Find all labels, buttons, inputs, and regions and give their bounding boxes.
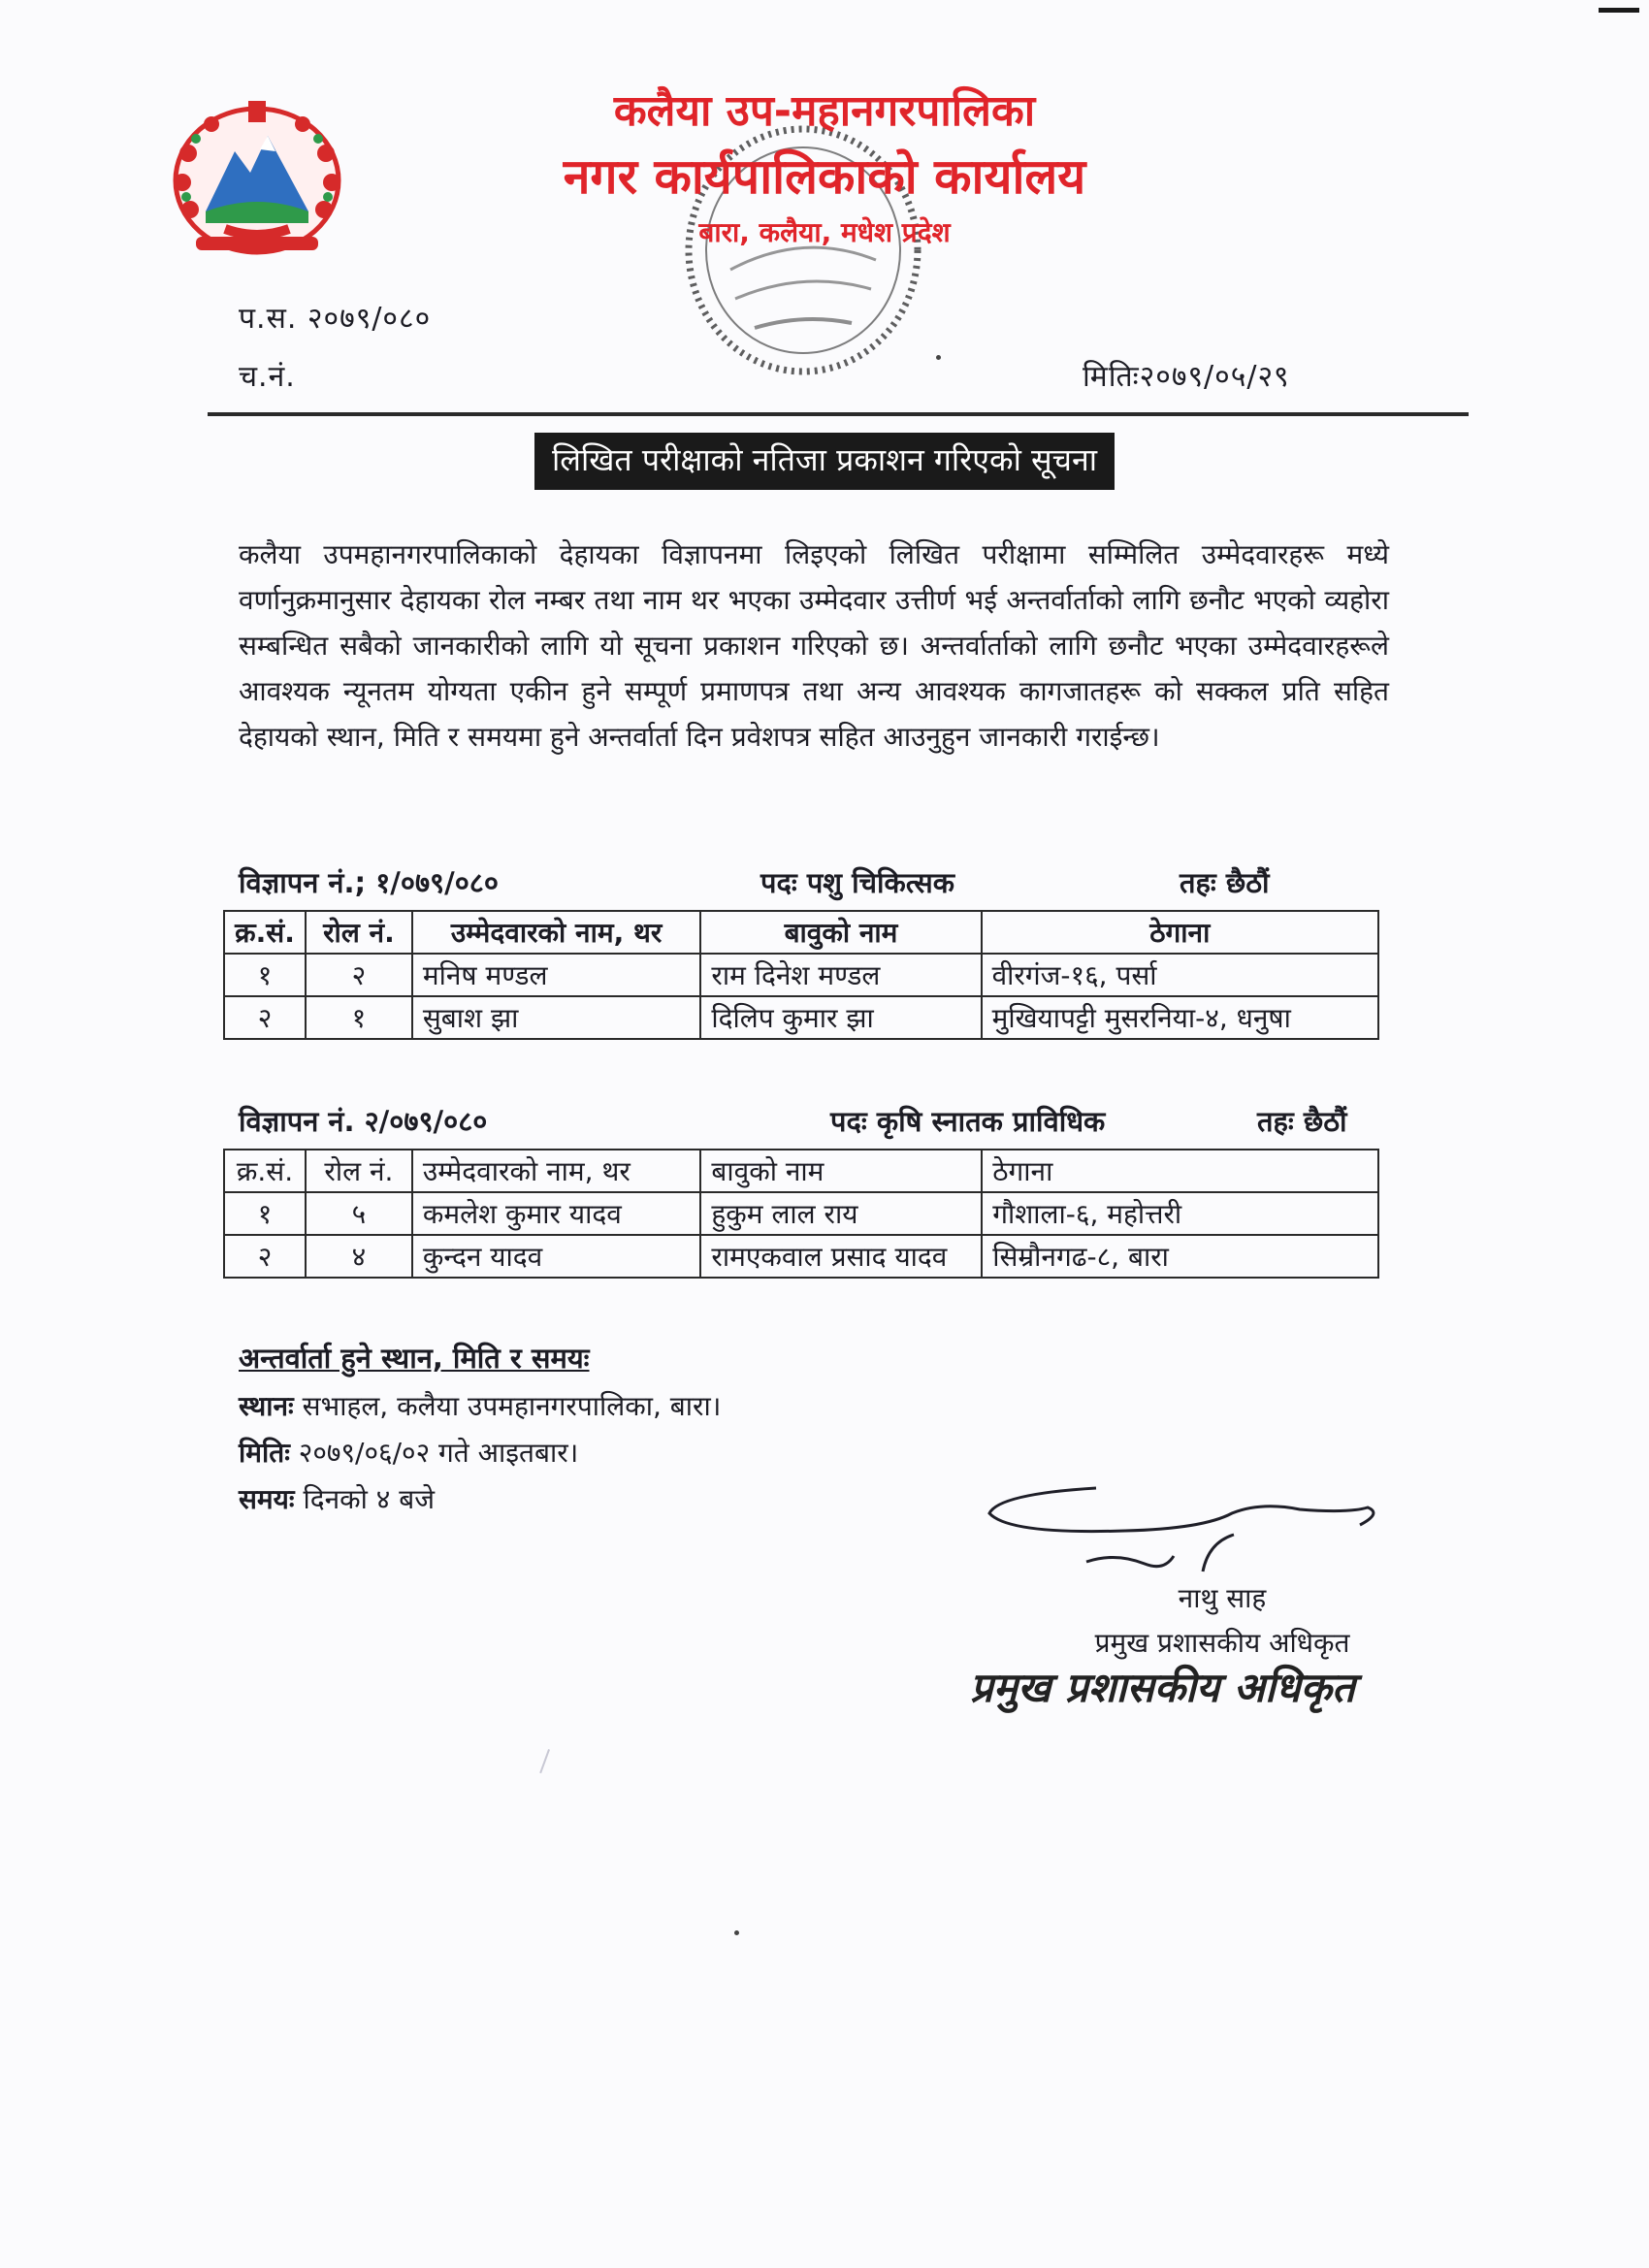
col-address: ठेगाना bbox=[982, 911, 1378, 954]
cell-candidate-name: मनिष मण्डल bbox=[412, 954, 701, 996]
cell-candidate-name: कमलेश कुमार यादव bbox=[412, 1192, 701, 1235]
cell-candidate-name: कुन्दन यादव bbox=[412, 1235, 701, 1278]
interview-time bbox=[239, 1480, 435, 1517]
adv2-number: विज्ञापन नं. २/०७९/०८० bbox=[239, 1105, 488, 1138]
notice-title bbox=[0, 433, 1649, 490]
cell-address: गौशाला-६, महोत्तरी bbox=[982, 1192, 1378, 1235]
interview-heading: अन्तर्वार्ता हुने स्थान, मिति र समयः bbox=[239, 1342, 590, 1375]
org-name-line1: कलैया उप-महानगरपालिका bbox=[613, 86, 1036, 136]
cell-roll: ४ bbox=[306, 1235, 412, 1278]
cell-father-name: राम दिनेश मण्डल bbox=[700, 954, 981, 996]
org-address: बारा, कलैया, मधेश प्रदेश bbox=[698, 216, 951, 248]
cell-father-name: रामएकवाल प्रसाद यादव bbox=[700, 1235, 982, 1278]
cell-father-name: दिलिप कुमार झा bbox=[700, 996, 981, 1039]
scan-speck bbox=[734, 1930, 739, 1935]
cell-address: सिम्रौनगढ-८, बारा bbox=[982, 1235, 1378, 1278]
interview-place-label: स्थानः bbox=[239, 1390, 294, 1422]
scan-mark bbox=[539, 1749, 568, 1780]
interview-date-value: २०७९/०६/०२ गते आइतबार। bbox=[298, 1437, 579, 1469]
table-header-row bbox=[224, 1150, 1378, 1192]
handwritten-signature bbox=[980, 1474, 1387, 1591]
interview-time-label: समयः bbox=[239, 1483, 295, 1515]
adv2-results-table bbox=[223, 1149, 1379, 1279]
cell-roll: ५ bbox=[306, 1192, 412, 1235]
table-row bbox=[224, 996, 1378, 1039]
interview-date-label: मितिः bbox=[239, 1437, 290, 1469]
header-divider bbox=[208, 412, 1469, 416]
cell-address: मुखियापट्टी मुसरनिया-४, धनुषा bbox=[982, 996, 1378, 1039]
org-name-line2: नगर कार्यपालिकाको कार्यालय bbox=[563, 148, 1086, 205]
col-roll: रोल नं. bbox=[306, 911, 412, 954]
fiscal-ref: प.स. २०७९/०८० bbox=[239, 302, 432, 336]
col-father-name: बावुको नाम bbox=[700, 911, 981, 954]
designation-stamp: प्रमुख प्रशासकीय अधिकृत bbox=[970, 1664, 1355, 1711]
cell-roll: १ bbox=[306, 996, 412, 1039]
cell-serial: १ bbox=[224, 954, 306, 996]
cell-father-name: हुकुम लाल राय bbox=[700, 1192, 982, 1235]
cell-candidate-name: सुबाश झा bbox=[412, 996, 701, 1039]
interview-date bbox=[239, 1434, 578, 1471]
interview-time-value: दिनको ४ बजे bbox=[303, 1483, 436, 1515]
scan-speck bbox=[936, 355, 941, 360]
col-father-name: बावुको नाम bbox=[700, 1150, 982, 1192]
adv1-results-table bbox=[223, 910, 1379, 1040]
interview-place bbox=[239, 1387, 721, 1424]
col-candidate-name: उम्मेदवारको नाम, थर bbox=[412, 1150, 701, 1192]
cell-serial: २ bbox=[224, 996, 306, 1039]
adv2-post: पदः कृषि स्नातक प्राविधिक bbox=[830, 1105, 1106, 1138]
scan-corner-mark bbox=[1599, 8, 1639, 13]
adv2-level: तहः छैठौं bbox=[1257, 1105, 1347, 1138]
adv1-number: विज्ञापन नं.; १/०७९/०८० bbox=[239, 866, 499, 899]
adv1-level: तहः छैठौं bbox=[1180, 866, 1270, 899]
adv1-post: पदः पशु चिकित्सक bbox=[760, 866, 954, 899]
notice-body: कलैया उपमहानगरपालिकाको देहायका विज्ञापनमा लिइएको लिखित परीक्षामा सम्मिलित उम्मेदवारहरू मध्ये वर्णानुक्रमानुसार देहायका रोल नम्बर तथा नाम थर भएका उम्मेदवार उत्तीर्ण भई अन्तर्वार्ताको लागि छनौट भएको व्यहोरा सम्बन्धित सबैको जानकारीको लागि यो सूचना प्रकाशन गरिएको छ। अन्तर्वार्ताको लागि छनौट भएका उम्मेदवारहरूले आवश्यक न्यूनतम योग्यता एकीन हुने सम्पूर्ण प्रमाणपत्र तथा अन्य आवश्यक कागजातहरू को सक्कल प्रति सहित देहायको स्थान, मिति र समयमा हुने अन्तर्वार्ता दिन प्रवेशपत्र सहित आउनुहुन जानकारी गराईन्छ। bbox=[239, 538, 1389, 753]
table-row bbox=[224, 1235, 1378, 1278]
interview-place-value: सभाहल, कलैया उपमहानगरपालिका, बारा। bbox=[302, 1390, 722, 1422]
issue-date: मितिः२०७९/०५/२९ bbox=[1083, 360, 1290, 394]
col-roll: रोल नं. bbox=[306, 1150, 412, 1192]
col-serial: क्र.सं. bbox=[224, 1150, 306, 1192]
notice-title-text: लिखित परीक्षाको नतिजा प्रकाशन गरिएको सूचना bbox=[534, 433, 1115, 490]
col-serial: क्र.सं. bbox=[224, 911, 306, 954]
dispatch-number: च.नं. bbox=[239, 360, 296, 394]
col-address: ठेगाना bbox=[982, 1150, 1378, 1192]
cell-address: वीरगंज-१६, पर्सा bbox=[982, 954, 1378, 996]
signatory-name: नाथु साह bbox=[1178, 1582, 1267, 1614]
cell-serial: २ bbox=[224, 1235, 306, 1278]
table-row bbox=[224, 1192, 1378, 1235]
table-header-row bbox=[224, 911, 1378, 954]
cell-roll: २ bbox=[306, 954, 412, 996]
cell-serial: १ bbox=[224, 1192, 306, 1235]
table-row bbox=[224, 954, 1378, 996]
col-candidate-name: उम्मेदवारको नाम, थर bbox=[412, 911, 701, 954]
signatory-designation: प्रमुख प्रशासकीय अधिकृत bbox=[1094, 1627, 1350, 1659]
